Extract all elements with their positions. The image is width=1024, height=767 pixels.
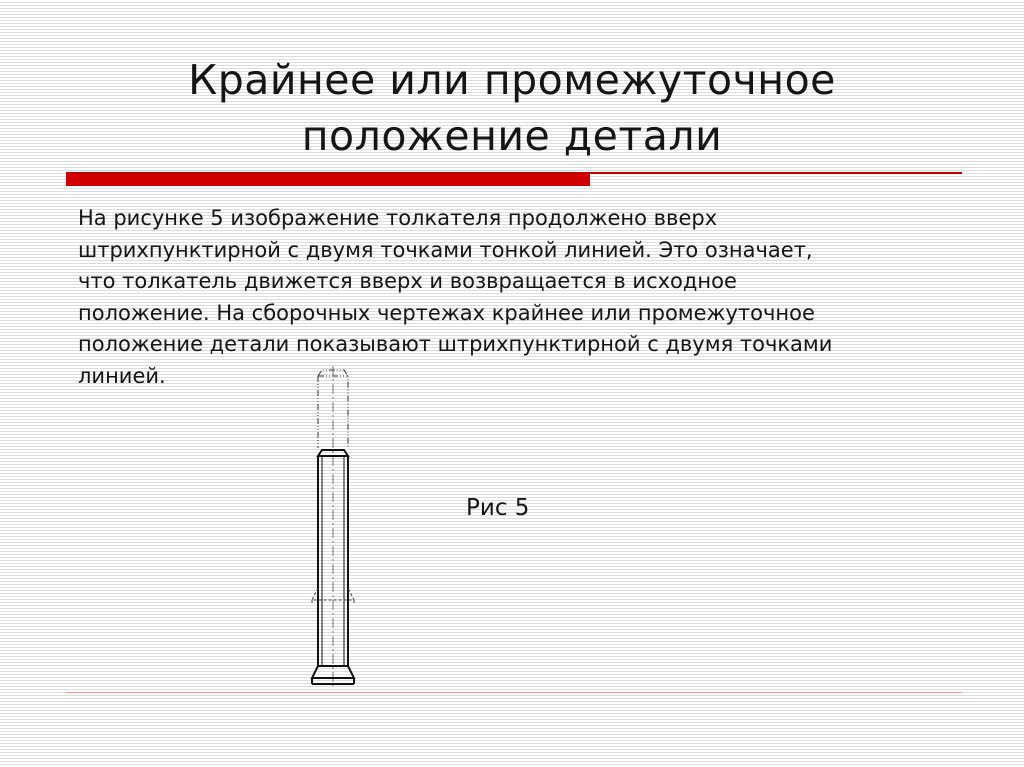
body-line-5: положение детали показывают штрихпунктирной с двумя точками	[78, 332, 833, 356]
body-paragraph	[78, 203, 988, 392]
body-line-4: положение. На сборочных чертежах крайнее или промежуточное	[78, 300, 815, 325]
body-line-2: штрихпунктирной с двумя точками тонкой линией. Это означает,	[78, 237, 813, 262]
title-line-1: Крайнее или промежуточное	[188, 56, 836, 104]
bottom-rule	[66, 692, 962, 693]
body-line-3: что толкатель движется вверх и возвращается в исходное	[78, 269, 737, 293]
figure-caption: Рис 5	[466, 495, 530, 521]
title-line-2: положение детали	[301, 112, 723, 160]
body-line-1: На рисунке 5 изображение толкателя продолжено вверх	[78, 206, 718, 230]
pusher-rod-drawing	[300, 366, 370, 690]
slide-title	[0, 52, 1024, 164]
body-line-6: линией.	[78, 363, 166, 388]
title-underline-thick	[66, 174, 590, 186]
